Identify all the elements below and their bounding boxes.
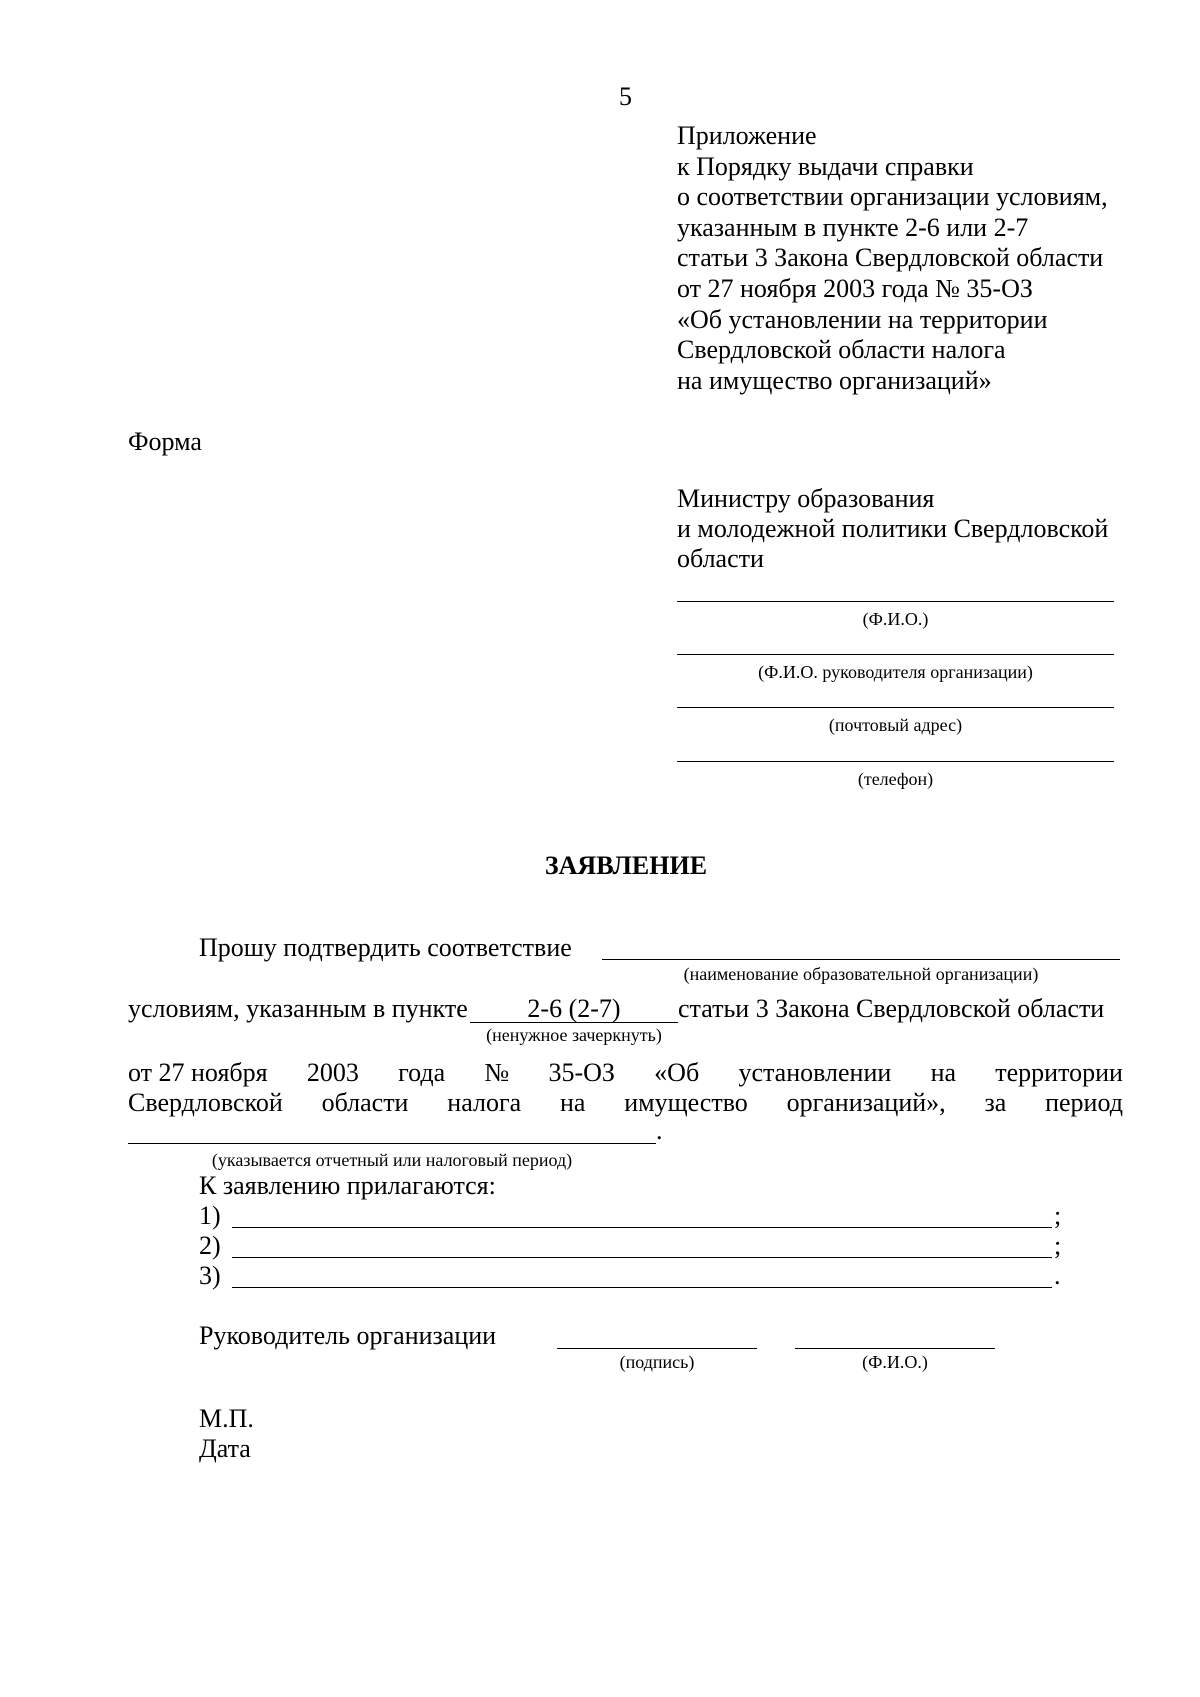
signature-label: Руководитель организации — [199, 1321, 497, 1350]
law-word: налога — [447, 1088, 522, 1117]
conditions-text: условиям, указанным в пункте — [128, 994, 468, 1023]
attachment-field-line[interactable] — [232, 1257, 1052, 1258]
addressee-line: и молодежной политики Свердловской — [677, 514, 1109, 543]
attachment-end: ; — [1054, 1231, 1062, 1260]
law-word: области — [321, 1088, 409, 1117]
law-word: от 27 ноября — [128, 1058, 268, 1087]
law-word: Свердловской — [128, 1088, 283, 1117]
appendix-line: о соответствии организации условиям, — [677, 182, 1108, 212]
law-word: период — [1045, 1088, 1123, 1117]
law-word: 35-ОЗ — [548, 1058, 615, 1087]
article-text: статьи 3 Закона Свердловской области — [678, 994, 1105, 1023]
postal-address-field-line[interactable] — [677, 707, 1114, 708]
period-end-dot: . — [656, 1116, 663, 1145]
law-word: территории — [995, 1058, 1123, 1087]
signature-fio-caption: (Ф.И.О.) — [862, 1352, 928, 1372]
appendix-line: к Порядку выдачи справки — [677, 151, 974, 181]
law-word: на — [559, 1088, 586, 1117]
org-name-field-line[interactable] — [602, 959, 1120, 960]
law-line-2 — [128, 1088, 1123, 1118]
attachment-number: 3) — [199, 1261, 221, 1290]
stamp-label: М.П. — [199, 1404, 254, 1433]
phone-field-line[interactable] — [677, 761, 1114, 762]
appendix-line: указанным в пункте 2-6 или 2-7 — [677, 212, 1029, 242]
period-caption: (указывается отчетный или налоговый период) — [211, 1150, 573, 1170]
addressee-block — [677, 484, 1108, 574]
law-word: № — [484, 1058, 510, 1087]
date-label: Дата — [199, 1434, 251, 1463]
attachment-end: . — [1054, 1261, 1061, 1290]
appendix-line: Приложение — [677, 121, 817, 150]
signature-field-line[interactable] — [557, 1348, 757, 1349]
law-word: года — [398, 1058, 446, 1087]
head-fio-field-line[interactable] — [677, 654, 1114, 655]
point-value: 2-6 (2-7) — [527, 994, 621, 1023]
period-field-line[interactable] — [128, 1143, 656, 1144]
law-word: за — [984, 1088, 1007, 1117]
point-field-line[interactable] — [470, 1022, 678, 1023]
fio-field-line[interactable] — [677, 601, 1114, 602]
law-word: имущество — [624, 1088, 748, 1117]
attachment-field-line[interactable] — [232, 1227, 1052, 1228]
request-text: Прошу подтвердить соответствие — [199, 933, 572, 962]
appendix-line: Свердловской области налога — [677, 335, 1006, 365]
phone-caption: (телефон) — [857, 769, 934, 789]
addressee-line: Министру образования — [677, 484, 935, 513]
postal-address-caption: (почтовый адрес) — [828, 715, 963, 735]
attachments-label: К заявлению прилагаются: — [199, 1171, 496, 1200]
attachment-number: 1) — [199, 1201, 221, 1230]
signature-fio-field-line[interactable] — [795, 1348, 995, 1349]
org-name-caption: (наименование образовательной организации) — [683, 964, 1039, 984]
signature-caption: (подпись) — [619, 1352, 695, 1372]
addressee-line: области — [677, 544, 764, 573]
fio-caption: (Ф.И.О.) — [862, 609, 929, 629]
document-title: ЗАЯВЛЕНИЕ — [544, 851, 708, 880]
law-word: организаций», — [786, 1088, 946, 1117]
form-label: Форма — [128, 427, 202, 456]
appendix-line: статьи 3 Закона Свердловской области — [677, 243, 1104, 273]
law-line-1 — [128, 1058, 1123, 1088]
page-number: 5 — [619, 82, 632, 111]
head-fio-caption: (Ф.И.О. руководителя организации) — [758, 662, 1033, 682]
law-word: 2003 — [306, 1058, 359, 1087]
appendix-line: от 27 ноября 2003 года № 35-ОЗ — [677, 273, 1033, 303]
appendix-line: «Об установлении на территории — [677, 304, 1048, 334]
appendix-line: на имущество организаций» — [677, 365, 992, 395]
attachment-number: 2) — [199, 1231, 221, 1260]
law-word: установлении — [738, 1058, 892, 1087]
attachment-end: ; — [1054, 1201, 1062, 1230]
attachment-field-line[interactable] — [232, 1287, 1052, 1288]
point-caption: (ненужное зачеркнуть) — [486, 1025, 662, 1045]
law-word: «Об — [654, 1058, 700, 1087]
appendix-block — [677, 121, 1108, 396]
law-word: на — [930, 1058, 957, 1087]
